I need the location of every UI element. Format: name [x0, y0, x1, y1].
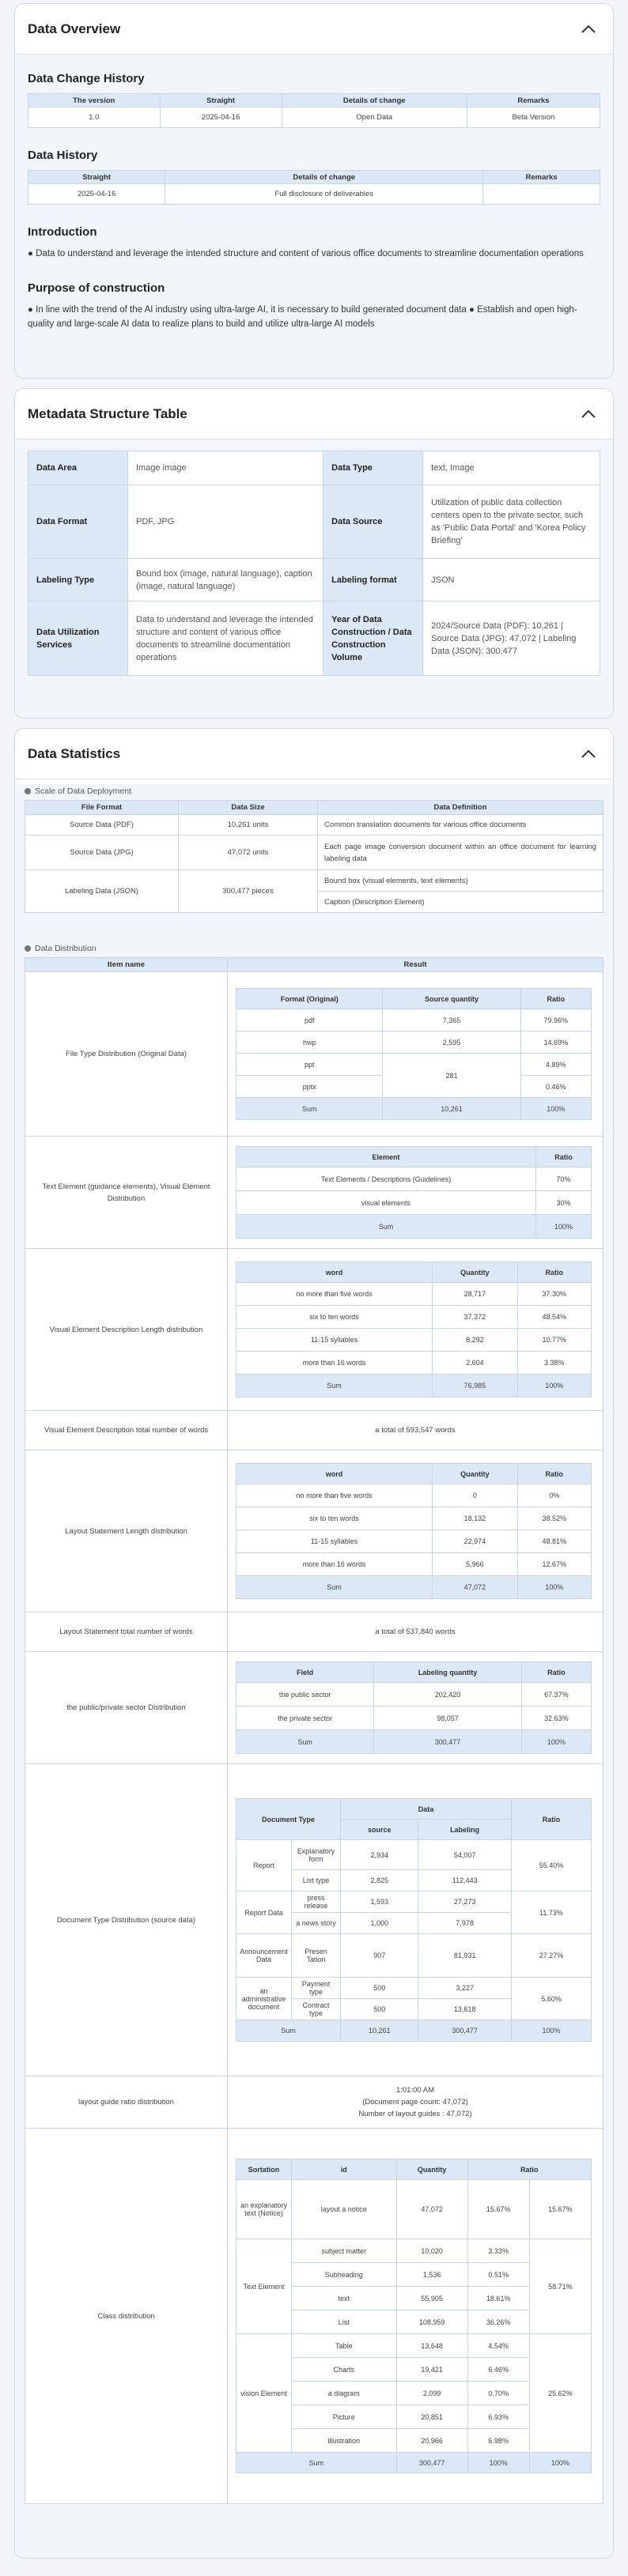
cell: List type: [292, 1870, 341, 1891]
col-remarks: Remarks: [467, 94, 600, 107]
cell: subject matter: [292, 2239, 397, 2263]
cell: Caption (Description Element): [318, 892, 603, 913]
th: word: [236, 1464, 433, 1484]
item-name-text: Text Element (guidance elements), Visual Element Distribution: [42, 1182, 210, 1203]
cell: press release: [292, 1891, 341, 1913]
bullet-icon: [25, 788, 31, 794]
cell: 0%: [517, 1484, 591, 1507]
introduction-title: Introduction: [28, 225, 97, 239]
cell: 500: [341, 1978, 418, 1999]
cell: 13,618: [418, 1999, 512, 2020]
label-data-type: Data Type: [323, 451, 423, 485]
th: Ratio: [536, 1147, 592, 1167]
cell: 100%: [467, 2453, 529, 2473]
cell: 48.81%: [517, 1530, 591, 1553]
public-private-table: [236, 1661, 592, 1754]
chevron-up-icon[interactable]: [580, 21, 597, 38]
cell: 2025-04-16: [160, 107, 282, 128]
cell: 1,536: [396, 2263, 467, 2287]
purpose-text: ● In line with the trend of the AI industry using ultra-large AI, it is necessary to build generated document data ● Establish and open high-quality and large-scale AI data to realize plans to build and utilize ultra-large AI models: [28, 305, 577, 329]
cell: 98,057: [374, 1707, 521, 1730]
cell: 100%: [511, 2020, 591, 2042]
cell: text: [292, 2287, 397, 2310]
item-name: Layout Statement total number of words: [25, 1612, 228, 1652]
label-data-source: Data Source: [323, 485, 423, 559]
th: Ratio: [520, 989, 591, 1009]
cell: 4.54%: [467, 2334, 529, 2358]
distribution-section-title: [25, 941, 603, 956]
cell: 6.98%: [467, 2429, 529, 2453]
th: Ratio: [521, 1662, 591, 1683]
cell: 18,132: [433, 1507, 518, 1530]
cell: 300,477 pieces: [179, 870, 318, 913]
data-overview-header[interactable]: [15, 4, 613, 55]
cell: 5,966: [433, 1553, 518, 1576]
cell: Payment type: [292, 1978, 341, 1999]
layout-length-table: [236, 1463, 592, 1599]
cell: 6.93%: [467, 2405, 529, 2429]
cell: 0.51%: [467, 2263, 529, 2287]
cell: 15.67%: [467, 2180, 529, 2239]
data-history-table: [28, 170, 600, 205]
cell: 100%: [529, 2453, 591, 2473]
th: Labeling quantity: [374, 1662, 521, 1683]
change-history-title: Data Change History: [28, 72, 145, 85]
cell: 100%: [517, 1576, 591, 1599]
col-version: The version: [28, 94, 161, 107]
th: word: [236, 1262, 433, 1283]
cell: a news story: [292, 1913, 341, 1934]
cell: 11-15 syllables: [236, 1530, 433, 1553]
cell: 48.54%: [517, 1306, 591, 1329]
distribution-title-text: Data Distribution: [35, 944, 96, 953]
cell: 32.63%: [521, 1707, 591, 1730]
cell: 11.73%: [511, 1891, 591, 1934]
cell: 55.40%: [511, 1840, 591, 1891]
cell: 2,934: [341, 1840, 418, 1870]
cell: Subheading: [292, 2263, 397, 2287]
cell: Open Data: [282, 107, 467, 128]
cell: 10.77%: [517, 1329, 591, 1352]
cell: 3,227: [418, 1978, 512, 1999]
label-year-volume: Year of Data Construction / Data Construction Volume: [323, 602, 423, 676]
cell: ppt: [236, 1054, 383, 1076]
file-type-table: [236, 988, 592, 1120]
item-name: Layout Statement Length distribution: [25, 1450, 228, 1612]
cell: 47,072: [396, 2180, 467, 2239]
metadata-table: [28, 451, 600, 676]
cell: 6.46%: [467, 2358, 529, 2382]
cell: 58.71%: [529, 2239, 591, 2334]
result-value: a total of 593,547 words: [228, 1411, 603, 1450]
guide-line: Number of layout guides : 47,072): [358, 2110, 472, 2118]
cell: 76,985: [433, 1375, 518, 1397]
cell: an explanatory text (Notice): [236, 2180, 292, 2239]
cell: 1,593: [341, 1891, 418, 1913]
cell: 10,261: [383, 1098, 520, 1120]
cell: 47,072 units: [179, 835, 318, 870]
cell: Sum: [236, 1730, 374, 1754]
cell: 2,595: [383, 1032, 520, 1054]
cell: layout a notice: [292, 2180, 397, 2239]
cell: 79.96%: [520, 1009, 591, 1032]
cell: Sum: [236, 1576, 433, 1599]
cell: Full disclosure of deliverables: [165, 184, 483, 205]
cell: more than 16 words: [236, 1352, 433, 1375]
cell: 300,477: [418, 2020, 512, 2042]
cell: 7,365: [383, 1009, 520, 1032]
th: Ratio: [517, 1262, 591, 1283]
cell: more than 16 words: [236, 1553, 433, 1576]
cell: 100%: [521, 1730, 591, 1754]
cell: 1,000: [341, 1913, 418, 1934]
cell: 70%: [536, 1167, 592, 1191]
cell: 0: [433, 1484, 518, 1507]
cell: 100%: [520, 1098, 591, 1120]
cell: a diagram: [292, 2382, 397, 2405]
th: Ratio: [511, 1799, 591, 1840]
cell: 18.61%: [467, 2287, 529, 2310]
metadata-title: Metadata Structure Table: [28, 405, 187, 421]
document-type-table: [236, 1798, 592, 2042]
cell: Source Data (PDF): [25, 815, 179, 835]
cell: Sum: [236, 2020, 341, 2042]
label-labeling-type: Labeling Type: [28, 559, 128, 602]
item-name: Visual Element Description total number of words: [25, 1411, 228, 1450]
cell: 11-15 syllables: [236, 1329, 433, 1352]
scale-table: [25, 800, 603, 913]
cell: hwp: [236, 1032, 383, 1054]
cell: 0.46%: [520, 1076, 591, 1098]
cell: Source Data (JPG): [25, 835, 179, 870]
data-overview-title: Data Overview: [28, 21, 121, 36]
value-year-volume: 2024/Source Data (PDF): 10,261 | Source Data (JPG): 47,072 | Labeling Data (JSON): 300,477: [423, 602, 600, 676]
th: Labeling: [418, 1820, 512, 1840]
data-statistics-panel: [14, 728, 614, 2559]
cell: no more than five words: [236, 1484, 433, 1507]
item-name: Visual Element Description Length distribution: [25, 1249, 228, 1411]
cell: 14.69%: [520, 1032, 591, 1054]
introduction-text: ● Data to understand and leverage the intended structure and content of various office documents to streamline documentation operations: [28, 249, 584, 258]
cell: 10,020: [396, 2239, 467, 2263]
cell: 12.67%: [517, 1553, 591, 1576]
item-name: File Type Distribution (Original Data): [25, 972, 228, 1137]
th: Format (Original): [236, 989, 383, 1009]
cell: an administrative document: [236, 1978, 292, 2020]
col-straight: Straight: [160, 94, 282, 107]
th: Data: [341, 1799, 512, 1820]
cell: Explanatory form: [292, 1840, 341, 1870]
text-element-table: [236, 1146, 592, 1239]
cell: pptx: [236, 1076, 383, 1098]
cell: 100%: [517, 1375, 591, 1397]
chevron-up-icon[interactable]: [580, 405, 597, 423]
cell: 907: [341, 1934, 418, 1978]
change-history-table: [28, 93, 600, 128]
cell: Bound box (visual elements, text elements): [318, 870, 603, 892]
cell: 27.27%: [511, 1934, 591, 1978]
cell: Contract type: [292, 1999, 341, 2020]
cell: Announcement Data: [236, 1934, 292, 1978]
item-name: Document Type Distribution (source data): [25, 1764, 228, 2076]
class-distribution-table: [236, 2159, 592, 2473]
cell: 2,099: [396, 2382, 467, 2405]
cell: Text Element: [236, 2239, 292, 2334]
statistics-title: Data Statistics: [28, 745, 121, 761]
bullet-icon: [25, 945, 31, 952]
th: Ratio: [517, 1464, 591, 1484]
cell: 10,261: [341, 2020, 418, 2042]
col-result: Result: [228, 958, 603, 972]
cell: Table: [292, 2334, 397, 2358]
cell: 1.0: [28, 107, 161, 128]
th: id: [292, 2159, 397, 2180]
cell: 25.62%: [529, 2334, 591, 2453]
value-data-source: Utilization of public data collection centers open to the private sector, such as 'Public Data Portal' and 'Korea Policy Briefing': [423, 485, 600, 559]
cell: no more than five words: [236, 1283, 433, 1306]
distribution-table: [25, 957, 603, 2504]
th: Sortation: [236, 2159, 292, 2180]
cell: Picture: [292, 2405, 397, 2429]
cell: Sum: [236, 1098, 383, 1120]
cell: Report Data: [236, 1891, 292, 1934]
cell: 67.37%: [521, 1683, 591, 1707]
cell: vision Element: [236, 2334, 292, 2453]
value-data-type: text, Image: [423, 451, 600, 485]
cell: the private sector: [236, 1707, 374, 1730]
cell: Sum: [236, 1375, 433, 1397]
cell: six to ten words: [236, 1507, 433, 1530]
cell: 2,825: [341, 1870, 418, 1891]
cell: 112,443: [418, 1870, 512, 1891]
cell: [483, 184, 600, 205]
cell: Presen Tation: [292, 1934, 341, 1978]
item-name: the public/private sector Distribution: [25, 1652, 228, 1764]
cell: 3.33%: [467, 2239, 529, 2263]
cell: 30%: [536, 1191, 592, 1215]
cell: 100%: [536, 1215, 592, 1239]
cell: 37.30%: [517, 1283, 591, 1306]
cell: 47,072: [433, 1576, 518, 1599]
cell: 4.89%: [520, 1054, 591, 1076]
data-overview-panel: [14, 3, 614, 379]
col-details: Details of change: [282, 94, 467, 107]
cell: List: [292, 2310, 397, 2334]
cell: Each page image conversion document within an office document for learning labeling data: [318, 835, 603, 870]
cell: 2025-04-16: [28, 184, 165, 205]
value-data-format: PDF, JPG: [128, 485, 323, 559]
cell: Sum: [236, 1215, 536, 1239]
col-details: Details of change: [165, 171, 483, 184]
cell: Common translation documents for various office documents: [318, 815, 603, 835]
cell: 2,604: [433, 1352, 518, 1375]
cell: 28,717: [433, 1283, 518, 1306]
value-data-area: Image image: [128, 451, 323, 485]
label-data-area: Data Area: [28, 451, 128, 485]
cell: illustration: [292, 2429, 397, 2453]
col-remarks: Remarks: [483, 171, 600, 184]
cell: 15.67%: [529, 2180, 591, 2239]
cell: Labeling Data (JSON): [25, 870, 179, 913]
chevron-up-icon[interactable]: [580, 745, 597, 763]
cell: 38.52%: [517, 1507, 591, 1530]
data-history-title: Data History: [28, 149, 98, 162]
th: source: [341, 1820, 418, 1840]
cell: 27,273: [418, 1891, 512, 1913]
cell: 55,905: [396, 2287, 467, 2310]
purpose-title: Purpose of construction: [28, 281, 165, 295]
th: Document Type: [236, 1799, 341, 1840]
label-labeling-format: Labeling format: [323, 559, 423, 602]
value-labeling-type: Bound box (image, natural language), caption (image, natural language): [128, 559, 323, 602]
cell: 54,007: [418, 1840, 512, 1870]
scale-title-text: Scale of Data Deployment: [35, 786, 131, 796]
result-value: a total of 537,840 words: [228, 1612, 603, 1652]
item-name: [25, 1137, 228, 1249]
cell: Sum: [236, 2453, 397, 2473]
cell: 300,477: [374, 1730, 521, 1754]
cell: 5.60%: [511, 1978, 591, 2020]
cell: 81,931: [418, 1934, 512, 1978]
col-item-name: Item name: [25, 958, 228, 972]
label-utilization: Data Utilization Services: [28, 602, 128, 676]
cell: 10,261 units: [179, 815, 318, 835]
cell: pdf: [236, 1009, 383, 1032]
th: Quantity: [433, 1262, 518, 1283]
item-name: Class distribution: [25, 2129, 228, 2504]
th: Element: [236, 1147, 536, 1167]
cell: 108,959: [396, 2310, 467, 2334]
metadata-header[interactable]: [15, 389, 613, 439]
cell: 300,477: [396, 2453, 467, 2473]
col-straight: Straight: [28, 171, 165, 184]
value-utilization: Data to understand and leverage the intended structure and content of various office documents to streamline documentation operations: [128, 602, 323, 676]
cell: Report: [236, 1840, 292, 1891]
cell: the public sector: [236, 1683, 374, 1707]
cell: 281: [383, 1054, 520, 1098]
cell: 22,974: [433, 1530, 518, 1553]
cell: Text Elements / Descriptions (Guidelines): [236, 1167, 536, 1191]
cell: 500: [341, 1999, 418, 2020]
cell: visual elements: [236, 1191, 536, 1215]
item-name: layout guide ratio distribution: [25, 2076, 228, 2129]
th: Quantity: [433, 1464, 518, 1484]
cell: 13,648: [396, 2334, 467, 2358]
cell: 36.26%: [467, 2310, 529, 2334]
metadata-panel: [14, 388, 614, 718]
cell: 8,292: [433, 1329, 518, 1352]
cell: 19,421: [396, 2358, 467, 2382]
scale-section-title: [25, 784, 603, 798]
cell: Beta Version: [467, 107, 600, 128]
col-file-format: File Format: [25, 801, 179, 815]
label-data-format: Data Format: [28, 485, 128, 559]
guide-line: 1:01:00 AM: [395, 2086, 435, 2095]
th: Field: [236, 1662, 374, 1683]
visual-length-table: [236, 1262, 592, 1397]
cell: 202,420: [374, 1683, 521, 1707]
th: Source quantity: [383, 989, 520, 1009]
value-labeling-format: JSON: [423, 559, 600, 602]
cell: 20,966: [396, 2429, 467, 2453]
cell: 3.38%: [517, 1352, 591, 1375]
th: Ratio: [467, 2159, 591, 2180]
cell: Charts: [292, 2358, 397, 2382]
col-data-definition: Data Definition: [318, 801, 603, 815]
cell: 7,978: [418, 1913, 512, 1934]
cell: 20,851: [396, 2405, 467, 2429]
cell: 0.70%: [467, 2382, 529, 2405]
cell: six to ten words: [236, 1306, 433, 1329]
guide-line: (Document page count: 47,072): [362, 2098, 468, 2106]
col-data-size: Data Size: [179, 801, 318, 815]
statistics-header[interactable]: [15, 729, 613, 779]
th: Quantity: [396, 2159, 467, 2180]
cell: 37,372: [433, 1306, 518, 1329]
